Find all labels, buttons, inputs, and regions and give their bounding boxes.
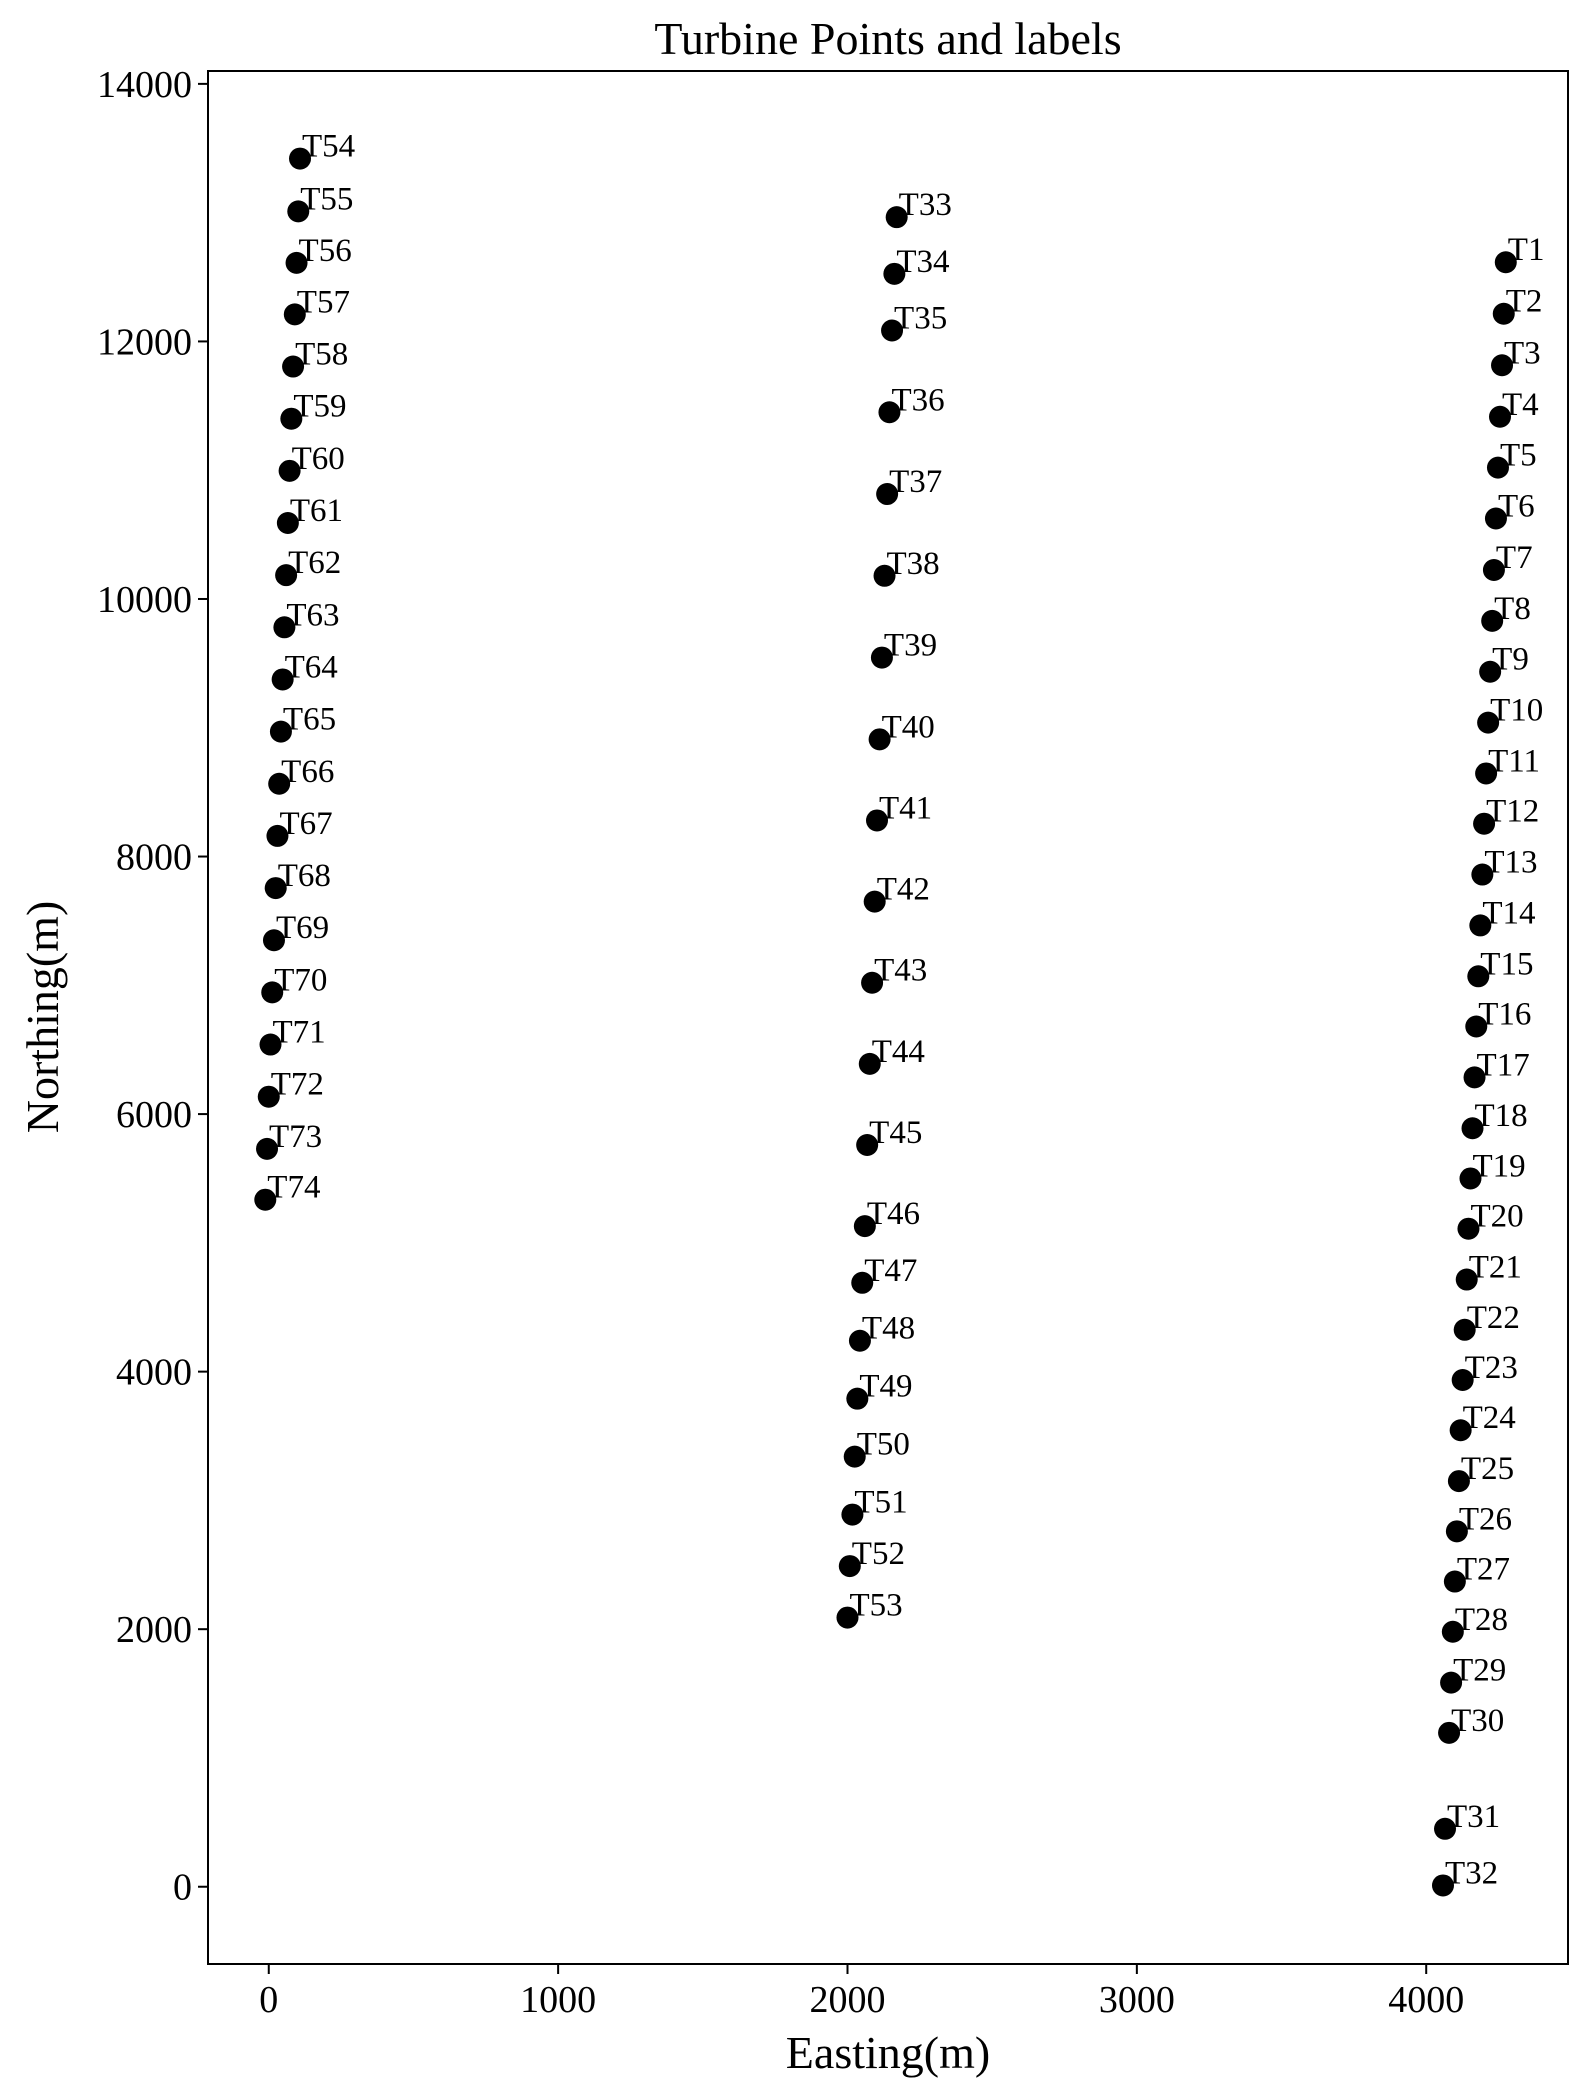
y-tick-label: 0 bbox=[173, 1866, 192, 1909]
turbine-label: T10 bbox=[1490, 692, 1544, 729]
turbine-label: T49 bbox=[859, 1368, 913, 1405]
turbine-label: T52 bbox=[851, 1536, 905, 1573]
turbine-label: T25 bbox=[1460, 1451, 1515, 1488]
y-tick-label: 14000 bbox=[97, 63, 192, 106]
x-tick-label: 4000 bbox=[1388, 1979, 1465, 2021]
x-axis-label: Easting(m) bbox=[785, 2027, 991, 2078]
x-tick-label: 1000 bbox=[520, 1979, 597, 2021]
chart-title: Turbine Points and labels bbox=[654, 13, 1122, 64]
turbine-label: T64 bbox=[284, 649, 338, 686]
turbine-label: T27 bbox=[1456, 1551, 1511, 1588]
y-axis-label: Northing(m) bbox=[17, 900, 68, 1134]
turbine-label: T11 bbox=[1488, 743, 1541, 780]
turbine-label: T35 bbox=[894, 300, 948, 337]
turbine-label: T39 bbox=[883, 627, 938, 664]
turbine-label: T36 bbox=[891, 382, 945, 419]
turbine-label: T70 bbox=[274, 962, 328, 999]
turbine-label: T61 bbox=[289, 493, 344, 530]
turbine-label: T47 bbox=[864, 1252, 918, 1289]
turbine-label: T69 bbox=[275, 910, 330, 947]
turbine-label: T7 bbox=[1495, 540, 1533, 577]
y-tick-label: 8000 bbox=[116, 836, 192, 879]
turbine-label: T44 bbox=[871, 1033, 925, 1070]
turbine-label: T60 bbox=[291, 440, 345, 477]
turbine-label: T9 bbox=[1492, 641, 1529, 678]
turbine-label: T42 bbox=[876, 871, 930, 908]
turbine-label: T31 bbox=[1447, 1798, 1501, 1835]
turbine-label: T40 bbox=[881, 709, 935, 746]
turbine-label: T29 bbox=[1453, 1652, 1507, 1689]
turbine-label: T68 bbox=[277, 858, 331, 895]
turbine-label: T53 bbox=[849, 1587, 903, 1624]
turbine-label: T30 bbox=[1451, 1702, 1505, 1739]
turbine-label: T32 bbox=[1444, 1855, 1499, 1892]
turbine-label: T57 bbox=[296, 284, 350, 321]
turbine-label: T4 bbox=[1502, 386, 1539, 423]
turbine-label: T62 bbox=[288, 545, 342, 582]
turbine-label: T43 bbox=[874, 952, 928, 989]
turbine-label: T18 bbox=[1474, 1098, 1528, 1135]
turbine-label: T67 bbox=[279, 805, 333, 842]
turbine-label: T63 bbox=[286, 597, 340, 634]
turbine-label: T28 bbox=[1454, 1601, 1509, 1638]
x-tick-label: 3000 bbox=[1098, 1979, 1175, 2021]
turbine-label: T19 bbox=[1472, 1148, 1526, 1185]
turbine-label: T17 bbox=[1476, 1047, 1530, 1084]
turbine-label: T55 bbox=[300, 181, 354, 218]
turbine-label: T6 bbox=[1497, 488, 1535, 525]
turbine-label: T66 bbox=[281, 753, 335, 790]
y-tick-label: 4000 bbox=[116, 1351, 192, 1394]
turbine-label: T34 bbox=[896, 243, 950, 280]
turbine-label: T2 bbox=[1505, 283, 1543, 320]
turbine-label: T16 bbox=[1478, 996, 1532, 1033]
turbine-label: T73 bbox=[269, 1118, 323, 1155]
turbine-label: T5 bbox=[1499, 437, 1537, 474]
turbine-label: T22 bbox=[1466, 1299, 1520, 1336]
turbine-label: T72 bbox=[270, 1066, 324, 1103]
turbine-label: T13 bbox=[1484, 844, 1538, 881]
turbine-label: T3 bbox=[1504, 335, 1541, 372]
x-tick-label: 0 bbox=[259, 1979, 279, 2021]
turbine-label: T21 bbox=[1468, 1249, 1522, 1286]
turbine-label: T33 bbox=[898, 187, 952, 224]
turbine-label: T24 bbox=[1462, 1400, 1516, 1437]
turbine-label: T59 bbox=[293, 388, 347, 425]
turbine-label: T14 bbox=[1482, 895, 1536, 932]
x-tick-label: 2000 bbox=[809, 1979, 886, 2021]
turbine-label: T23 bbox=[1464, 1350, 1518, 1387]
turbine-label: T20 bbox=[1470, 1198, 1524, 1235]
turbine-label: T37 bbox=[889, 464, 943, 501]
turbine-label: T51 bbox=[854, 1484, 908, 1521]
turbine-label: T71 bbox=[272, 1014, 326, 1051]
y-tick-label: 2000 bbox=[116, 1609, 192, 1652]
turbine-label: T48 bbox=[861, 1310, 916, 1347]
turbine-label: T15 bbox=[1480, 946, 1534, 983]
turbine-label: T65 bbox=[282, 701, 337, 738]
turbine-label: T45 bbox=[869, 1114, 923, 1151]
turbine-label: T54 bbox=[302, 128, 356, 165]
turbine-label: T41 bbox=[879, 790, 933, 827]
y-tick-label: 12000 bbox=[97, 321, 192, 364]
turbine-label: T38 bbox=[886, 545, 940, 582]
y-tick-label: 6000 bbox=[116, 1094, 192, 1137]
turbine-label: T1 bbox=[1507, 232, 1545, 269]
turbine-label: T56 bbox=[298, 232, 352, 269]
turbine-label: T58 bbox=[295, 336, 349, 373]
turbine-label: T12 bbox=[1486, 793, 1540, 830]
turbine-label: T50 bbox=[856, 1426, 910, 1463]
turbine-label: T46 bbox=[866, 1196, 921, 1233]
turbine-label: T26 bbox=[1458, 1501, 1513, 1538]
turbine-label: T8 bbox=[1494, 590, 1531, 627]
y-tick-label: 10000 bbox=[97, 578, 192, 621]
turbine-label: T74 bbox=[267, 1169, 321, 1206]
